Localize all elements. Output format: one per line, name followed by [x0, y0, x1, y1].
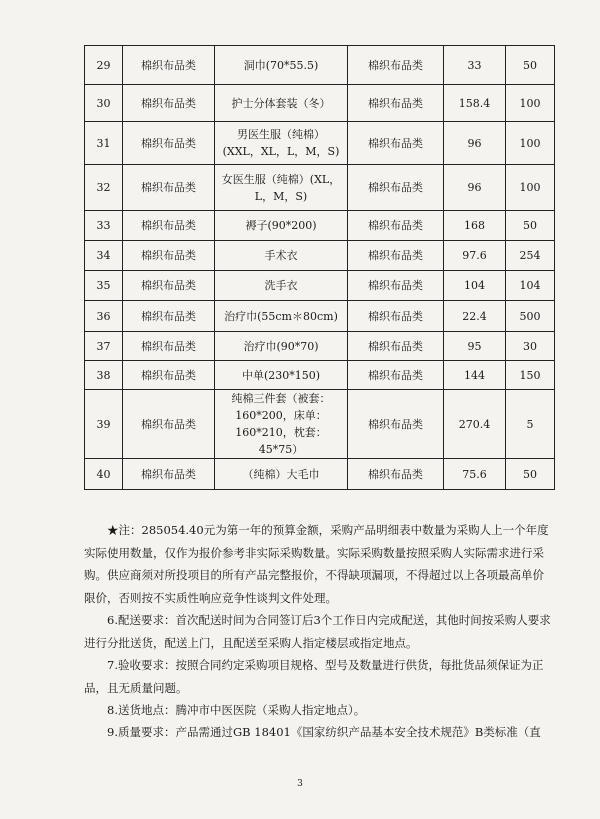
item-quantity: 100 — [506, 122, 555, 165]
item-number: 31 — [85, 122, 123, 165]
item-category: 棉织布品类 — [123, 165, 215, 211]
budget-note: ★注：285054.40元为第一年的预算金额，采购产品明细表中数量为采购人上一个年度实际使用数量，仅作为报价参考非实际采购数量。实际采购数量按照采购人实际需求进行采购。供应商须对所投项目的所有产品完整报价，不得缺项漏项，不得超过以上各项最高单价限价，否则按不实质性响应竞争性谈判文件处理。 — [84, 523, 549, 605]
item-category-2: 棉织布品类 — [348, 241, 444, 271]
item-price: 104 — [444, 271, 506, 301]
item-price: 168 — [444, 211, 506, 241]
quality-requirement: 9.质量要求：产品需通过GB 18401《国家纺织产品基本安全技术规范》B类标准（直 — [107, 725, 541, 739]
table-row — [85, 301, 555, 332]
item-quantity: 30 — [506, 332, 555, 361]
table-row — [85, 211, 555, 241]
item-number: 34 — [85, 241, 123, 271]
item-name: （纯棉）大毛巾 — [215, 459, 348, 490]
item-category-2: 棉织布品类 — [348, 301, 444, 332]
table-row — [85, 165, 555, 211]
item-category-2: 棉织布品类 — [348, 332, 444, 361]
procurement-items-table — [84, 45, 555, 490]
item-category: 棉织布品类 — [123, 241, 215, 271]
table-row — [85, 459, 555, 490]
item-quantity: 50 — [506, 459, 555, 490]
item-quantity: 254 — [506, 241, 555, 271]
item-number: 39 — [85, 390, 123, 459]
item-price: 270.4 — [444, 390, 506, 459]
item-category: 棉织布品类 — [123, 122, 215, 165]
item-category-2: 棉织布品类 — [348, 459, 444, 490]
item-name: 治疗巾(90*70) — [215, 332, 348, 361]
item-number: 37 — [85, 332, 123, 361]
item-price: 96 — [444, 165, 506, 211]
item-category-2: 棉织布品类 — [348, 46, 444, 85]
table-row — [85, 46, 555, 85]
item-quantity: 100 — [506, 165, 555, 211]
table-row — [85, 271, 555, 301]
item-price: 97.6 — [444, 241, 506, 271]
item-quantity: 500 — [506, 301, 555, 332]
item-number: 38 — [85, 361, 123, 390]
item-quantity: 50 — [506, 46, 555, 85]
item-number: 35 — [85, 271, 123, 301]
item-name: 护士分体套装（冬） — [215, 85, 348, 122]
item-price: 96 — [444, 122, 506, 165]
item-price: 22.4 — [444, 301, 506, 332]
delivery-requirement: 6.配送要求：首次配送时间为合同签订后3个工作日内完成配送，其他时间按采购人要求进行分批送货，配送上门，且配送至采购人指定楼层或指定地点。 — [84, 613, 551, 650]
item-category: 棉织布品类 — [123, 332, 215, 361]
item-number: 29 — [85, 46, 123, 85]
item-quantity: 5 — [506, 390, 555, 459]
item-name: 洗手衣 — [215, 271, 348, 301]
item-category-2: 棉织布品类 — [348, 85, 444, 122]
item-category-2: 棉织布品类 — [348, 211, 444, 241]
item-price: 75.6 — [444, 459, 506, 490]
item-name: 手术衣 — [215, 241, 348, 271]
item-category: 棉织布品类 — [123, 85, 215, 122]
item-category: 棉织布品类 — [123, 459, 215, 490]
item-name: 中单(230*150) — [215, 361, 348, 390]
item-category: 棉织布品类 — [123, 390, 215, 459]
delivery-location: 8.送货地点：腾冲市中医医院（采购人指定地点）。 — [107, 703, 366, 717]
table-row — [85, 122, 555, 165]
item-quantity: 50 — [506, 211, 555, 241]
item-category-2: 棉织布品类 — [348, 361, 444, 390]
item-category: 棉织布品类 — [123, 211, 215, 241]
item-category-2: 棉织布品类 — [348, 165, 444, 211]
item-name: 男医生服（纯棉）(XXL，XL，L，M，S) — [215, 122, 348, 165]
item-number: 33 — [85, 211, 123, 241]
item-name: 洞巾(70*55.5) — [215, 46, 348, 85]
table-row — [85, 332, 555, 361]
item-name: 纯棉三件套（被套：160*200，床单：160*210，枕套：45*75） — [215, 390, 348, 459]
item-category: 棉织布品类 — [123, 46, 215, 85]
table-row — [85, 241, 555, 271]
item-price: 33 — [444, 46, 506, 85]
page-number: 3 — [297, 779, 303, 789]
item-category-2: 棉织布品类 — [348, 390, 444, 459]
table-row — [85, 361, 555, 390]
item-price: 158.4 — [444, 85, 506, 122]
item-price: 144 — [444, 361, 506, 390]
item-quantity: 150 — [506, 361, 555, 390]
item-category-2: 棉织布品类 — [348, 271, 444, 301]
item-category-2: 棉织布品类 — [348, 122, 444, 165]
item-price: 95 — [444, 332, 506, 361]
table-row — [85, 390, 555, 459]
table-row — [85, 85, 555, 122]
item-number: 30 — [85, 85, 123, 122]
item-category: 棉织布品类 — [123, 361, 215, 390]
acceptance-requirement: 7.验收要求：按照合同约定采购项目规格、型号及数量进行供货，每批货品须保证为正品，且无质量问题。 — [84, 658, 544, 695]
item-number: 40 — [85, 459, 123, 490]
item-quantity: 104 — [506, 271, 555, 301]
item-category: 棉织布品类 — [123, 271, 215, 301]
item-name: 褥子(90*200) — [215, 211, 348, 241]
item-category: 棉织布品类 — [123, 301, 215, 332]
item-quantity: 100 — [506, 85, 555, 122]
item-number: 32 — [85, 165, 123, 211]
item-name: 女医生服（纯棉）(XL，L，M，S) — [215, 165, 348, 211]
item-number: 36 — [85, 301, 123, 332]
item-name: 治疗巾(55cm＊80cm) — [215, 301, 348, 332]
